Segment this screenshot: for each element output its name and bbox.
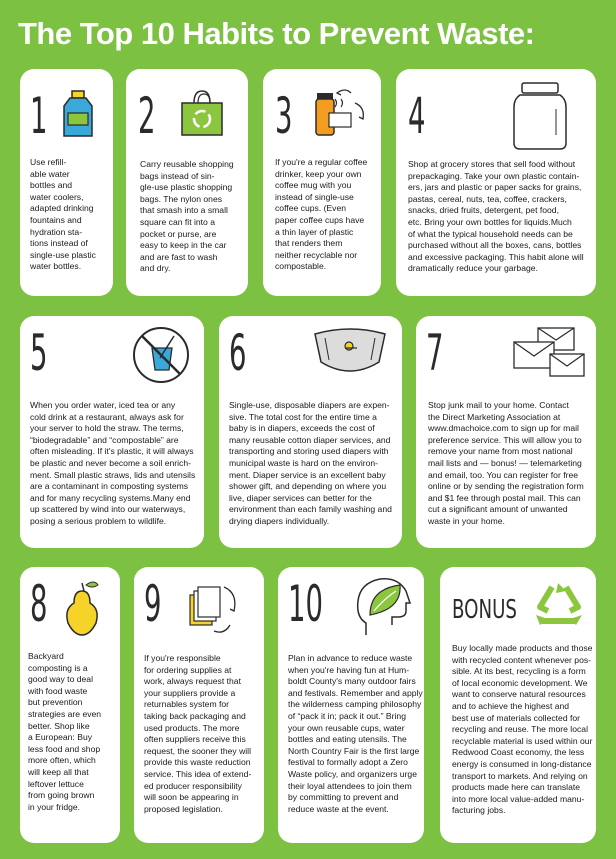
habit-text: Single-use, disposable diapers are expen- sive. The total cost for the entire time a baby is in diapers, exceeds the cost of many reusable cotton diaper services, and transporting and storing used diapers with municipal waste is hard on the environ- ment. Diaper service is an excellent baby shower gift, and depending on where you live, diaper services can better for the environment than each family washing and drying diapers individually. [229, 400, 392, 526]
pear-icon [60, 577, 104, 637]
habit-number: 9 [144, 575, 162, 633]
habit-text: Shop at grocery stores that sell food without prepackaging. Take your own plastic contain- ers, jars and plastic or paper sacks for grains, pastas, cereal, nuts, tea, coffee, crackers, snacks, dried fruits, detergent, pet food, etc. Bring your own bottles for liquids.Much of what the typical household needs can be purchased without all the boxes, cans, bottles and excessive packaging. This habit alone will dramatically reduce your garbage. [408, 159, 584, 274]
habit-card-1 [20, 69, 113, 296]
habit-card-6 [219, 316, 402, 548]
habit-number: 3 [275, 87, 293, 145]
glass-jar-icon [510, 81, 570, 151]
habit-number: 4 [408, 87, 426, 145]
leaf-head-icon [352, 575, 414, 639]
habit-card-5 [20, 316, 204, 548]
habit-text: Stop junk mail to your home. Contact the Direct Marketing Association at www.dmachoice.com to sign up for mail preference service. This will allow you to remove your name from most national mail lists and — bonus! — telemarketing and email, too. You can register for free online or by sending the registration form and $1 fee through postal mail. This can cut a significant amount of unwanted waste in your home. [428, 400, 584, 526]
bonus-text: Buy locally made products and those with recycled content whenever pos- sible. At its best, recycling is a form of local economic development. We want to conserve natural resources and to achieve the highest and best use of materials collected for recycling and reuse. The more local recyclable material is used within our Redwood Coast economy, the less energy is consumed in long-distance transport to markets. And relying on products made here can translate into more local value-added manu- facturing jobs. [452, 643, 593, 816]
habit-card-3 [263, 69, 381, 296]
habit-card-2 [126, 69, 248, 296]
paper-recycle-icon [180, 577, 244, 637]
cloth-diaper-icon [311, 324, 389, 380]
coffee-mug-icon [311, 85, 371, 141]
bonus-card [440, 567, 596, 843]
habit-text: Backyard composting is a good way to deal with food waste but prevention strategies are even better. Shop like a European: Buy less food and shop more often, which will keep all that leftover lettuce from going brown in your fridge. [28, 651, 102, 812]
habit-number: 2 [138, 87, 156, 145]
junk-mail-icon [508, 324, 590, 382]
habit-text: If you're responsible for ordering supplies at work, always request that your suppliers provide a returnables system for taking back packaging and used products. The more often suppliers receive this request, the sooner they will provide this waste reduction service. This idea of extend- ed producer responsibility will soon be appearing in proposed legislation. [144, 653, 252, 814]
habit-number: 5 [30, 324, 48, 382]
habit-card-9 [134, 567, 264, 843]
page-title: The Top 10 Habits to Prevent Waste: [18, 16, 535, 51]
habit-number: 7 [426, 324, 444, 382]
recycle-icon [532, 581, 586, 633]
habit-card-10 [278, 567, 424, 843]
water-bottle-icon [60, 89, 96, 139]
habit-text: Carry reusable shopping bags instead of sin- gle-use plastic shopping bags. The nylon ones that smash into a small square can fit into a pocket or purse, are easy to keep in the car and are fast to wash and dry. [140, 159, 234, 274]
habit-card-7 [416, 316, 596, 548]
no-straw-icon [130, 324, 192, 386]
bonus-label: BONUS [452, 595, 517, 625]
habit-card-8 [20, 567, 120, 843]
habit-number: 10 [288, 575, 323, 633]
habit-number: 8 [30, 575, 48, 633]
habit-number: 6 [229, 324, 247, 382]
habit-number: 1 [30, 87, 48, 145]
habit-text: Use refill- able water bottles and water coolers, adapted drinking fountains and hydration sta- tions instead of single-use plastic water bottles. [30, 157, 96, 272]
habit-text: Plan in advance to reduce waste when you're having fun at Hum- boldt County's many outdoor fairs and festivals. Remember and apply the wilderness camping philosophy of “pack it in; pack it out.” Bring your own reusable cups, water bottles and eating utensils. The North Country Fair is the first large festival to formally adopt a Zero Waste policy, and organizers urge their loyal attendees to join them by committing to prevent and reduce waste at the event. [288, 653, 423, 814]
habit-text: If you're a regular coffee drinker, keep your own coffee mug with you instead of single-use coffee cups. (Even paper coffee cups have a thin layer of plastic that renders them neither recyclable nor compostable. [275, 157, 368, 272]
shopping-bag-icon [176, 87, 228, 139]
habit-text: When you order water, iced tea or any cold drink at a restaurant, always ask for your server to hold the straw. The terms, “biodegradable” and “compostable” are often misleading. If it's plastic, it will always be plastic and never become a soil enrich- ment. Small plastic straws, lids and utensils are a contaminant in composting systems and for many recycling systems.Many end up scattered by wind into our waterways, posing a serious problem to wildlife. [30, 400, 196, 526]
habit-card-4 [396, 69, 596, 296]
